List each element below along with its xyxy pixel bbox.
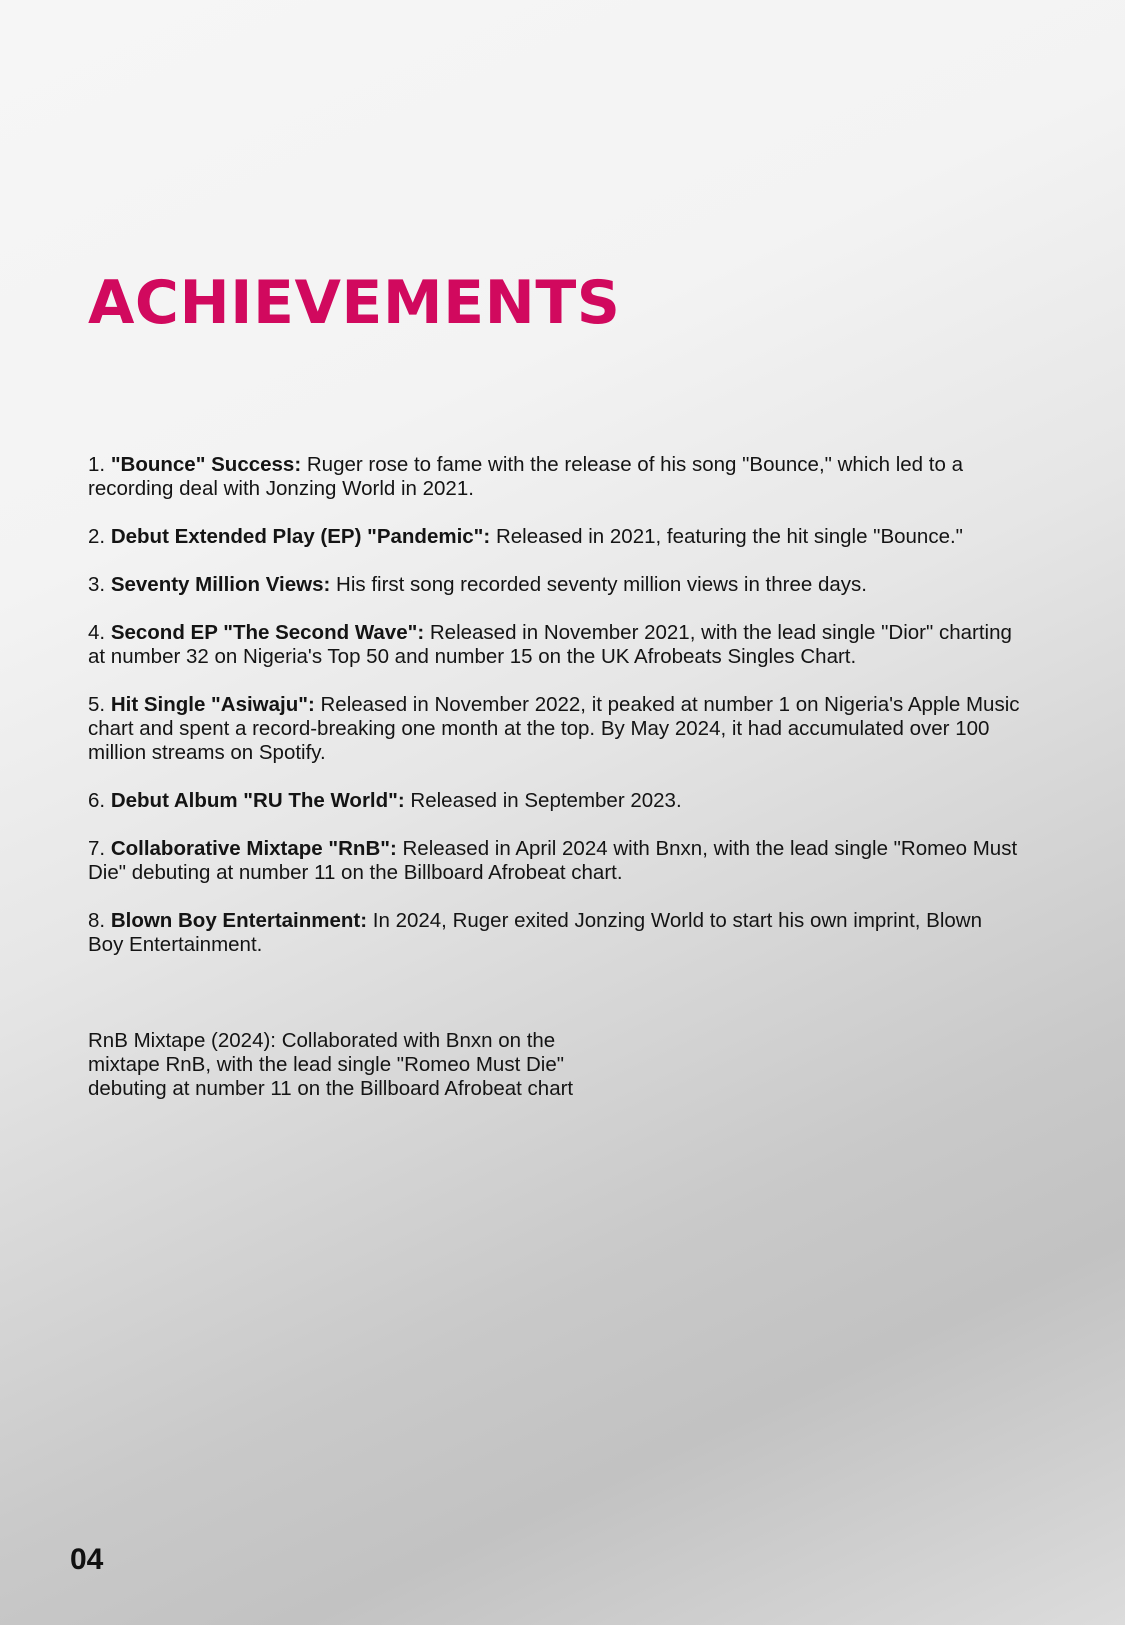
item-number: 1. (88, 453, 106, 476)
item-number: 3. (88, 573, 106, 596)
item-label: Debut Album "RU The World": (110, 789, 405, 812)
item-text: Released in November 2021, with the lead single "Dior" charting at number 32 on Nigeria's Top 50 and number 15 on the UK Afrobeats Singles Chart. (88, 621, 1012, 668)
item-label: Debut Extended Play (EP) "Pandemic": (110, 525, 491, 548)
list-item (88, 573, 1023, 597)
list-item (88, 837, 1023, 885)
item-text: Released in September 2023. (410, 789, 682, 812)
list-item (88, 789, 1023, 813)
item-text: In 2024, Ruger exited Jonzing World to start his own imprint, Blown Boy Entertainment. (88, 909, 983, 956)
item-number: 4. (88, 621, 106, 644)
page-title: ACHIEVEMENTS (88, 268, 621, 338)
item-text: His first song recorded seventy million views in three days. (336, 573, 867, 596)
item-number: 2. (88, 525, 106, 548)
list-item (88, 621, 1023, 669)
mixtape-note: RnB Mixtape (2024): Collaborated with Bnxn on the mixtape RnB, with the lead single "Romeo Must Die" debuting at number 11 on the Billboard Afrobeat chart (88, 1029, 574, 1100)
item-label: "Bounce" Success: (110, 453, 302, 476)
item-label: Second EP "The Second Wave": (110, 621, 425, 644)
item-number: 6. (88, 789, 106, 812)
list-item (88, 525, 1023, 549)
item-text: Ruger rose to fame with the release of his song "Bounce," which led to a recording deal with Jonzing World in 2021. (88, 453, 963, 500)
item-text: Released in 2021, featuring the hit single "Bounce." (495, 525, 963, 548)
list-item (88, 909, 1023, 957)
page-number: 04 (70, 1543, 104, 1576)
item-number: 5. (88, 693, 106, 716)
list-item (88, 453, 1023, 501)
list-item (88, 693, 1023, 765)
item-text: Released in April 2024 with Bnxn, with the lead single "Romeo Must Die" debuting at number 11 on the Billboard Afrobeat chart. (88, 837, 1018, 884)
item-text: Released in November 2022, it peaked at number 1 on Nigeria's Apple Music chart and spent a record-breaking one month at the top. By May 2024, it had accumulated over 100 million streams on Spotify. (88, 693, 1020, 764)
item-number: 8. (88, 909, 106, 932)
item-label: Seventy Million Views: (110, 573, 331, 596)
item-number: 7. (88, 837, 106, 860)
achievements-list (88, 453, 1023, 981)
item-label: Hit Single "Asiwaju": (110, 693, 315, 716)
item-label: Collaborative Mixtape "RnB": (110, 837, 397, 860)
item-label: Blown Boy Entertainment: (110, 909, 368, 932)
